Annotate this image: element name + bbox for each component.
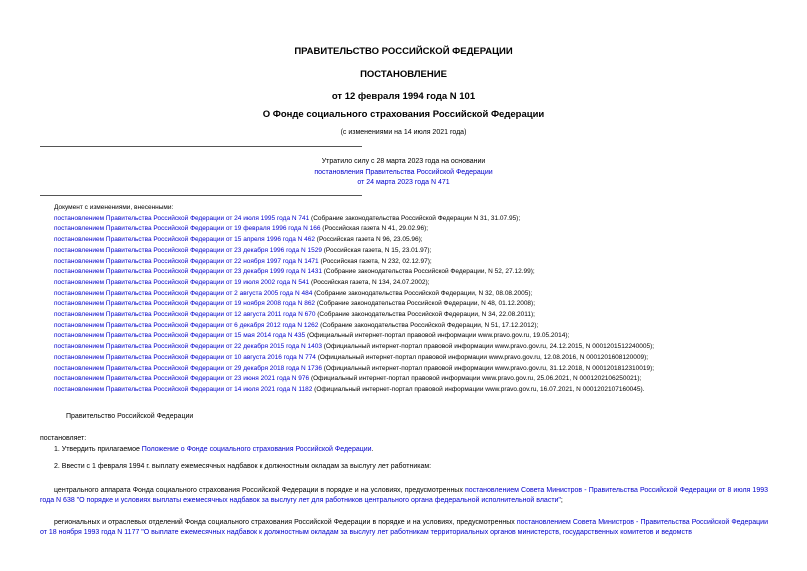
change-source: (Собрание законодательства Российской Федерации N 31, 31.07.95); bbox=[309, 214, 521, 222]
change-item bbox=[54, 267, 784, 278]
change-link[interactable]: постановлением Правительства Российской Федерации от 22 ноября 1997 года N 1471 bbox=[54, 257, 319, 265]
status-text: Утратило силу с 28 марта 2023 года на основании bbox=[321, 158, 486, 165]
change-source: (Российская газета, N 232, 02.12.97); bbox=[318, 257, 432, 265]
change-item bbox=[54, 353, 784, 364]
item-1-prefix: 1. Утвердить прилагаемое bbox=[54, 446, 142, 453]
paragraph-regional-offices bbox=[40, 518, 768, 538]
change-item bbox=[54, 235, 784, 246]
change-item bbox=[54, 364, 784, 375]
item-2: 2. Ввести с 1 февраля 1994 г. выплату ежемесячных надбавок к должностным окладам за выслугу лет работникам: bbox=[54, 463, 432, 470]
change-source: (Официальный интернет-портал правовой информации www.pravo.gov.ru, 25.06.2021, N 0001202106250021); bbox=[309, 375, 642, 383]
change-source: (Российская газета N 96, 23.05.96); bbox=[315, 236, 423, 244]
change-source: (Российская газета, N 15, 23.01.97); bbox=[321, 246, 432, 254]
change-source: (Официальный интернет-портал правовой информации www.pravo.gov.ru, 24.12.2015, N 0001201512240005); bbox=[321, 343, 655, 351]
status-block bbox=[0, 157, 807, 189]
paragraph-regional-text: региональных и отраслевых отделений Фонда социального страхования Российской Федерации в порядке и на условиях, предусмотренных bbox=[54, 519, 517, 526]
resolution-638-link[interactable]: постановлением Совета Министров - Правительства Российской Федерации от 8 июля 1993 года N 638 "О порядке и условиях выплаты ежемесячных надбавок за выслугу лет для работников центрального органа федеральной исполнительной власти" bbox=[40, 487, 768, 504]
regulation-link[interactable]: Положение о Фонде социального страхования Российской Федерации bbox=[141, 446, 372, 453]
change-item bbox=[54, 278, 784, 289]
change-link[interactable]: постановлением Правительства Российской Федерации от 15 апреля 1996 года N 462 bbox=[54, 236, 315, 244]
change-link[interactable]: постановлением Правительства Российской Федерации от 12 августа 2011 года N 670 bbox=[54, 311, 316, 319]
change-link[interactable]: постановлением Правительства Российской Федерации от 29 декабря 2018 года N 1736 bbox=[54, 364, 322, 372]
change-link[interactable]: постановлением Правительства Российской Федерации от 23 июня 2021 года N 976 bbox=[54, 375, 310, 383]
change-link[interactable]: постановлением Правительства Российской Федерации от 2 августа 2005 года N 484 bbox=[54, 289, 313, 297]
change-link[interactable]: постановлением Правительства Российской Федерации от 14 июля 2021 года N 1182 bbox=[54, 385, 313, 393]
change-source: (Собрание законодательства Российской Федерации, N 51, 17.12.2012); bbox=[318, 321, 539, 329]
item-1 bbox=[54, 445, 374, 455]
change-source: (Официальный интернет-портал правовой информации www.pravo.gov.ru, 31.12.2018, N 0001201812310019); bbox=[321, 364, 655, 372]
change-source: (Собрание законодательства Российской Федерации, N 52, 27.12.99); bbox=[321, 268, 535, 276]
date-number-heading: от 12 февраля 1994 года N 101 bbox=[331, 91, 476, 102]
change-item bbox=[54, 342, 784, 353]
amended-note: (с изменениями на 14 июля 2021 года) bbox=[340, 129, 467, 136]
change-item bbox=[54, 224, 784, 235]
divider-top bbox=[40, 146, 362, 147]
change-item bbox=[54, 385, 784, 396]
change-link[interactable]: постановлением Правительства Российской Федерации от 22 декабря 2015 года N 1403 bbox=[54, 343, 322, 351]
paragraph-central-text: центрального аппарата Фонда социального страхования Российской Федерации в порядке и на условиях, предусмотренных bbox=[54, 487, 465, 494]
change-source: (Собрание законодательства Российской Федерации, N 32, 08.08.2005); bbox=[312, 289, 533, 297]
document-title: О Фонде социального страхования Российской Федерации bbox=[262, 109, 545, 120]
paragraph-central-suffix: ; bbox=[560, 497, 563, 504]
change-link[interactable]: постановлением Правительства Российской Федерации от 19 ноября 2008 года N 862 bbox=[54, 300, 316, 308]
change-link[interactable]: постановлением Правительства Российской Федерации от 24 июля 1995 года N 741 bbox=[54, 214, 310, 222]
change-source: (Российская газета, N 134, 24.07.2002); bbox=[309, 278, 430, 286]
change-item bbox=[54, 289, 784, 300]
change-link[interactable]: постановлением Правительства Российской Федерации от 6 декабря 2012 года N 1262 bbox=[54, 321, 319, 329]
item-1-suffix: . bbox=[371, 446, 374, 453]
change-link[interactable]: постановлением Правительства Российской Федерации от 23 декабря 1999 года N 1431 bbox=[54, 268, 322, 276]
changes-heading: Документ с изменениями, внесенными: bbox=[54, 204, 174, 211]
change-item bbox=[54, 214, 784, 225]
change-item bbox=[54, 257, 784, 268]
changes-list bbox=[54, 203, 784, 396]
change-link[interactable]: постановлением Правительства Российской Федерации от 15 мая 2014 года N 435 bbox=[54, 332, 306, 340]
change-item bbox=[54, 374, 784, 385]
change-item bbox=[54, 299, 784, 310]
doc-type-heading: ПОСТАНОВЛЕНИЕ bbox=[360, 69, 447, 80]
change-item bbox=[54, 321, 784, 332]
change-source: (Собрание законодательства Российской Федерации, N 48, 01.12.2008); bbox=[315, 300, 536, 308]
change-item bbox=[54, 310, 784, 321]
change-source: (Официальный интернет-портал правовой информации www.pravo.gov.ru, 12.08.2016, N 0001201608120009); bbox=[315, 353, 649, 361]
change-link[interactable]: постановлением Правительства Российской Федерации от 19 февраля 1996 года N 166 bbox=[54, 225, 321, 233]
repeal-link-line2[interactable]: от 24 марта 2023 года N 471 bbox=[357, 179, 450, 186]
change-source: (Официальный интернет-портал правовой информации www.pravo.gov.ru, 16.07.2021, N 0001202107160045). bbox=[312, 385, 645, 393]
change-link[interactable]: постановлением Правительства Российской Федерации от 10 августа 2016 года N 774 bbox=[54, 353, 316, 361]
repeal-link-line1[interactable]: постановления Правительства Российской Федерации bbox=[314, 168, 493, 176]
decrees-line: постановляет: bbox=[40, 435, 87, 442]
change-source: (Российская газета N 41, 29.02.96); bbox=[320, 225, 429, 233]
change-item bbox=[54, 331, 784, 342]
resolution-1177-link[interactable]: постановлением Совета Министров - Правительства Российской Федерации от 18 ноября 1993 года N 1177 "О выплате ежемесячных надбавок к должностным окладам за выслугу лет работникам территориальных органов министерств, государственных комитетов и ведомств bbox=[40, 519, 768, 536]
authority-heading: ПРАВИТЕЛЬСТВО РОССИЙСКОЙ ФЕДЕРАЦИИ bbox=[294, 46, 513, 57]
divider-bottom bbox=[40, 195, 362, 196]
change-link[interactable]: постановлением Правительства Российской Федерации от 23 декабря 1996 года N 1529 bbox=[54, 246, 322, 254]
change-link[interactable]: постановлением Правительства Российской Федерации от 19 июля 2002 года N 541 bbox=[54, 278, 310, 286]
government-line: Правительство Российской Федерации bbox=[66, 413, 194, 420]
change-source: (Собрание законодательства Российской Федерации, N 34, 22.08.2011); bbox=[315, 311, 535, 319]
change-item bbox=[54, 246, 784, 257]
paragraph-central-office bbox=[40, 486, 768, 506]
change-source: (Официальный интернет-портал правовой информации www.pravo.gov.ru, 19.05.2014); bbox=[305, 332, 570, 340]
